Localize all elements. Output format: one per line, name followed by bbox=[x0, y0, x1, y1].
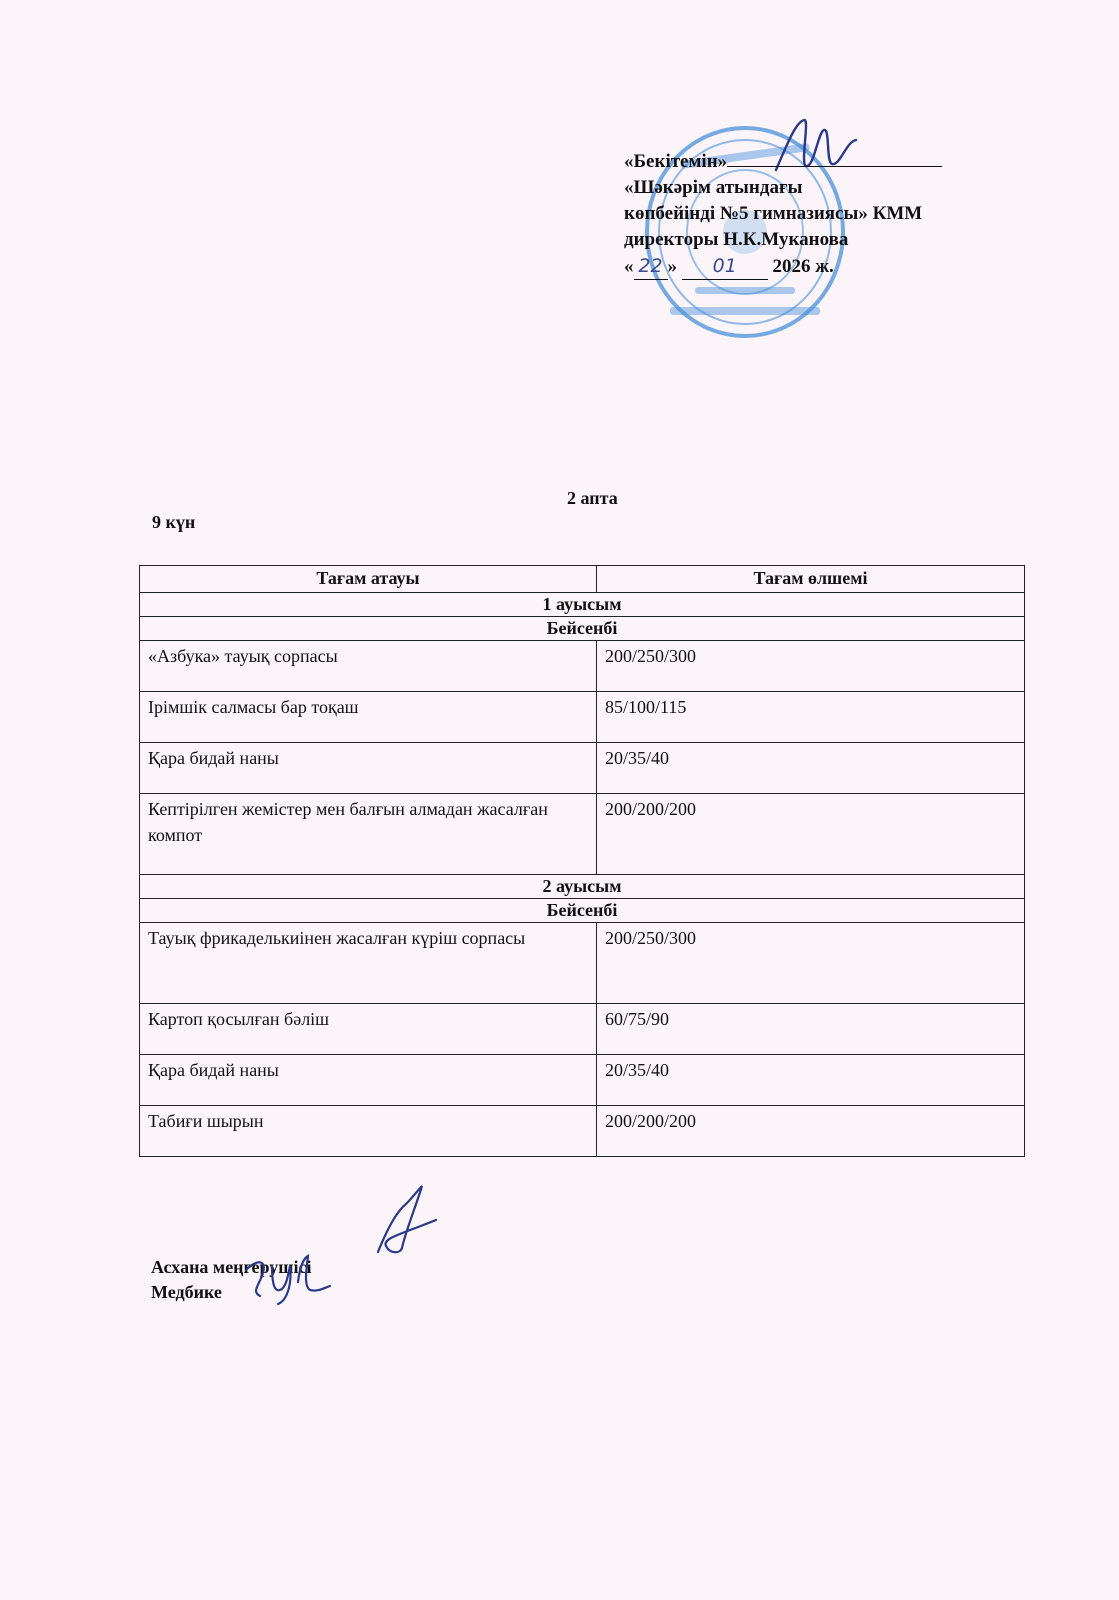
canteen-head-signature-icon bbox=[372, 1182, 442, 1262]
nurse-label: Медбике bbox=[151, 1282, 222, 1302]
table-row: Қара бидай наны 20/35/40 bbox=[140, 1055, 1025, 1106]
week-title: 2 апта bbox=[567, 488, 618, 508]
table-row: Қара бидай наны 20/35/40 bbox=[140, 743, 1025, 794]
approval-date: « 22 » 01 2026 ж. bbox=[624, 253, 942, 280]
org-line-1: «Шәкәрім атындағы bbox=[624, 177, 803, 198]
table-row: Табиғи шырын 200/200/200 bbox=[140, 1106, 1025, 1157]
table-row: «Азбука» тауық сорпасы 200/250/300 bbox=[140, 641, 1025, 692]
date-day: 22 bbox=[634, 253, 668, 280]
nurse-signature-icon bbox=[238, 1252, 334, 1308]
canteen-head-label: Асхана меңгерушісі bbox=[151, 1257, 312, 1277]
header-dish-size: Тағам өлшемі bbox=[597, 566, 1025, 593]
shift-row: 1 ауысым bbox=[140, 593, 1025, 617]
approval-block bbox=[624, 148, 942, 280]
signature-line bbox=[727, 148, 942, 167]
weekday-row: Бейсенбі bbox=[140, 617, 1025, 641]
table-row: Тауық фрикаделькиінен жасалған күріш сорпасы 200/250/300 bbox=[140, 923, 1025, 1004]
day-label: 9 күн bbox=[152, 512, 196, 532]
approval-heading: «Бекітемін» bbox=[624, 151, 728, 172]
weekday-row: Бейсенбі bbox=[140, 899, 1025, 923]
table-row: Кептірілген жемістер мен балғын алмадан жасалған компот 200/200/200 bbox=[140, 794, 1025, 875]
menu-table bbox=[139, 565, 1025, 1157]
director-line: директоры Н.К.Муканова bbox=[624, 229, 849, 250]
header-dish-name: Тағам атауы bbox=[140, 566, 597, 593]
shift-row: 2 ауысым bbox=[140, 875, 1025, 899]
date-year: 2026 ж. bbox=[772, 256, 834, 277]
table-row: Ірімшік салмасы бар тоқаш 85/100/115 bbox=[140, 692, 1025, 743]
org-line-2: көпбейінді №5 гимназиясы» КММ bbox=[624, 203, 923, 224]
date-month: 01 bbox=[682, 253, 768, 280]
table-header-row bbox=[140, 566, 1025, 593]
table-row: Картоп қосылған бәліш 60/75/90 bbox=[140, 1004, 1025, 1055]
